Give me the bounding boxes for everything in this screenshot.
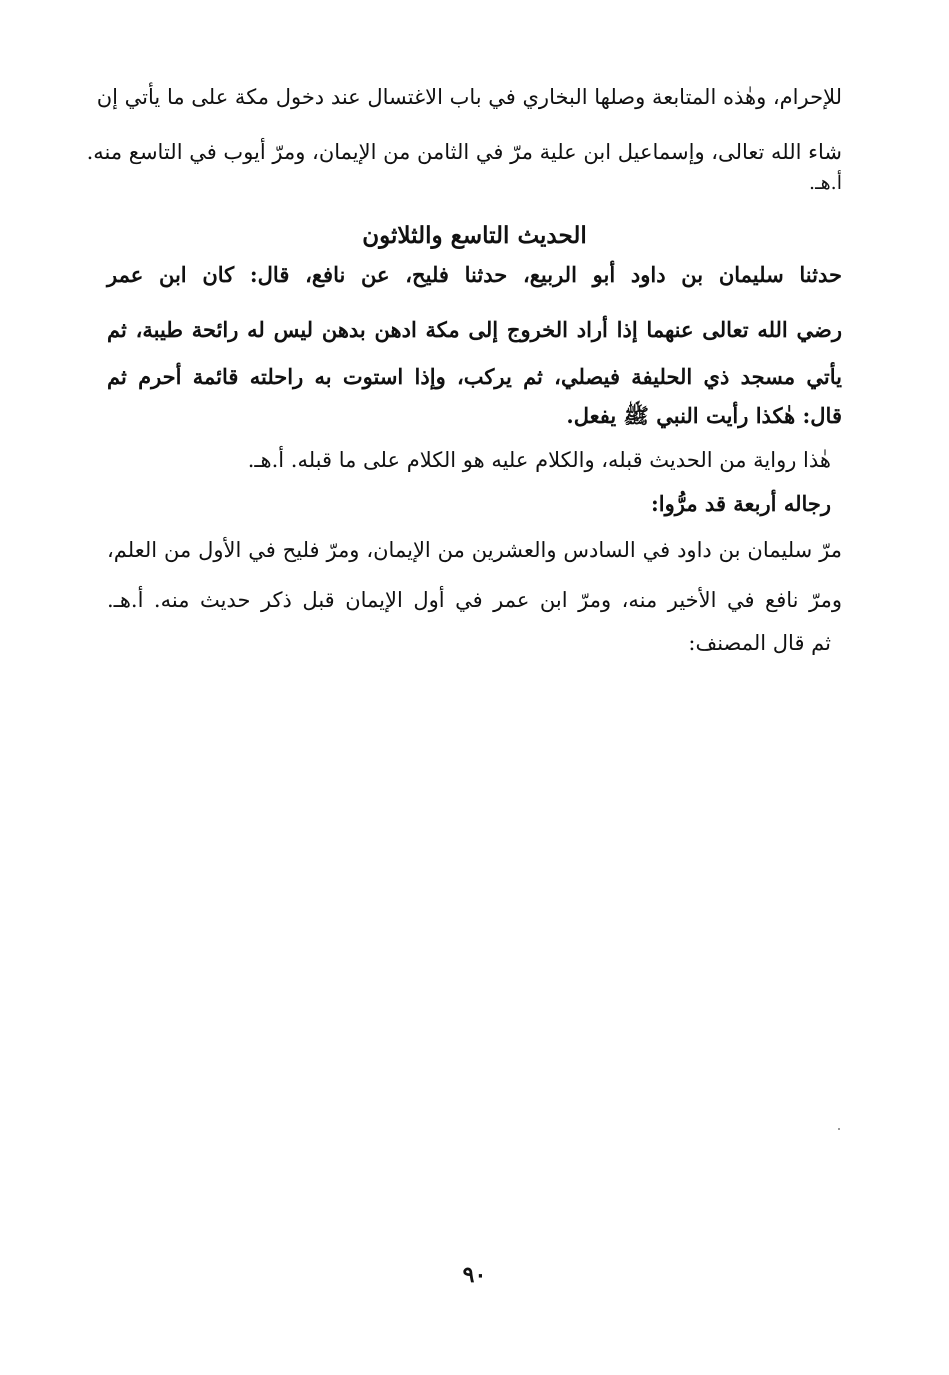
paragraph-line: شاء الله تعالى، وإسماعيل ابن علية مرّ في الثامن من الإيمان، ومرّ أيوب في التاسع منه. [86, 140, 842, 164]
hadith-line: رضي الله تعالى عنهما إذا أراد الخروج إلى مكة ادهن بدهن ليس له رائحة طيبة، ثم [107, 317, 842, 342]
hadith-line: يأتي مسجد ذي الحليفة فيصلي، ثم يركب، وإذا استوت به راحلته قائمة أحرم ثم [107, 364, 842, 389]
narrators-line: مرّ سليمان بن داود في السادس والعشرين من الإيمان، ومرّ فليح في الأول من العلم، [107, 538, 842, 562]
scan-speck [838, 1128, 840, 1130]
commentary-line: هٰذا رواية من الحديث قبله، والكلام عليه هو الكلام على ما قبله. أ.هـ. [247, 448, 831, 472]
hadith-line: قال: هٰكذا رأيت النبي ﷺ يفعل. [566, 403, 842, 428]
narrators-heading: رجاله أربعة قد مرُّوا: [651, 491, 831, 516]
narrators-line: ومرّ نافع في الأخير منه، ومرّ ابن عمر في أول الإيمان قبل ذكر حديث منه. أ.هـ. [107, 588, 842, 612]
paragraph-line: للإحرام، وهٰذه المتابعة وصلها البخاري في باب الاغتسال عند دخول مكة على ما يأتي إن [96, 85, 842, 109]
narrators-line: ثم قال المصنف: [688, 631, 831, 655]
paragraph-line: أ.هـ. [809, 172, 842, 194]
page-number: ٩٠ [462, 1262, 487, 1288]
hadith-line: حدثنا سليمان بن داود أبو الربيع، حدثنا فليح، عن نافع، قال: كان ابن عمر [107, 262, 842, 287]
hadith-heading: الحديث التاسع والثلاثون [362, 222, 587, 249]
